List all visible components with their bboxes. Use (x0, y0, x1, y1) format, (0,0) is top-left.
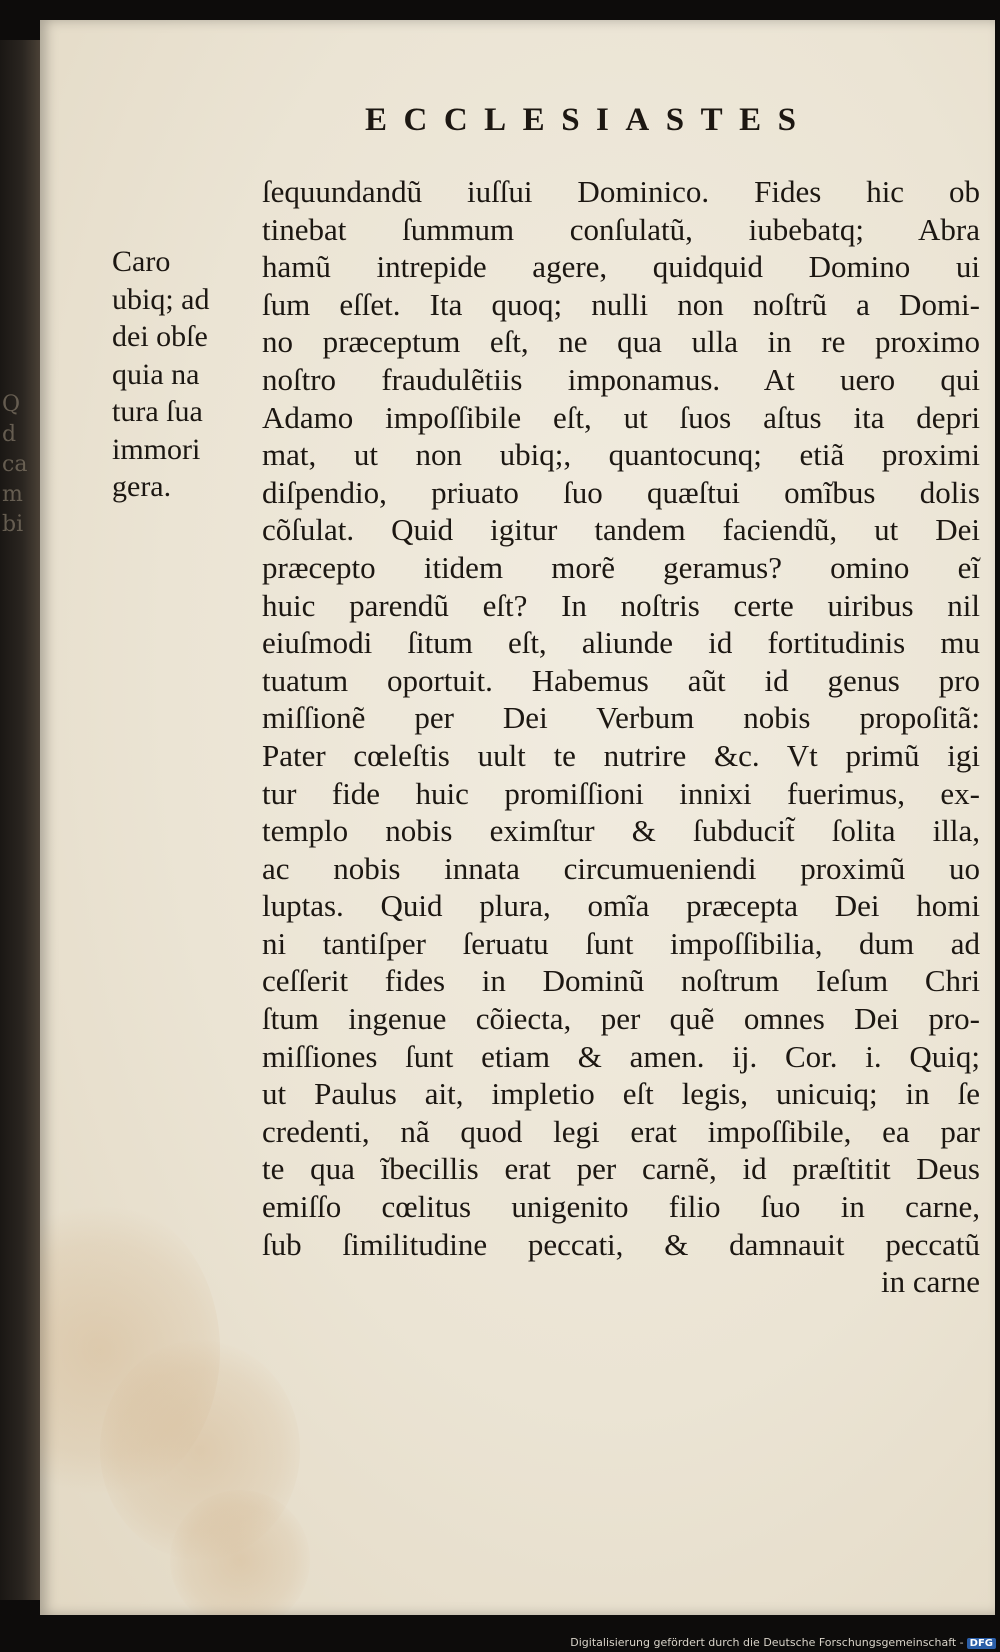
text-line: Pater cœleſtis uult te nutrire &c. Vt primũ igi (262, 737, 980, 773)
text-line: tuatum oportuit. Habemus aũt id genus pro (262, 662, 980, 698)
text-line: ſtum ingenue cõiecta, per quẽ omnes Dei pro- (262, 1001, 980, 1037)
marginal-note-line: quia na (112, 357, 200, 391)
text-line: tinebat ſummum conſulatũ, iubebatq; Abra (262, 211, 980, 247)
text-line: no præceptum eſt, ne qua ulla in re proximo (262, 324, 980, 360)
marginal-note-line: Caro (112, 245, 171, 278)
water-stain (170, 1490, 310, 1615)
text-line: miſſionẽ per Dei Verbum nobis propoſitã: (262, 700, 980, 736)
text-line: noſtro fraudulẽtiis imponamus. At uero qui (262, 361, 980, 397)
marginal-note (112, 243, 262, 506)
digitization-credit (570, 1636, 996, 1649)
text-line: eiuſmodi ſitum eſt, aliunde id fortitudinis mu (262, 625, 980, 661)
adjacent-page-edge (0, 40, 40, 1600)
credit-text: Digitalisierung gefördert durch die Deutsche Forschungsgemeinschaft - (570, 1636, 964, 1649)
marginal-note-line: tura ſua (112, 395, 203, 428)
text-line: te qua ĩbecillis erat per carnẽ, id præſtitit Deus (262, 1151, 980, 1187)
text-line: ſequundandũ iuſſui Dominico. Fides hic ob (262, 174, 980, 209)
marginal-note-line: dei obſe (112, 320, 208, 353)
text-line: huic parendũ eſt? In noſtris certe uiribus nil (262, 587, 980, 623)
text-line: diſpendio, priuato ſuo quæſtui omĩbus dolis (262, 474, 980, 510)
text-line: emiſſo cœlitus unigenito filio ſuo in carne, (262, 1189, 980, 1225)
text-line: mat, ut non ubiq;, quantocunq; etiã proximi (262, 437, 980, 473)
text-line: credenti, nã quod legi erat impoſſibile, ea par (262, 1113, 980, 1149)
book-page (40, 20, 995, 1615)
text-line: ſum eſſet. Ita quoq; nulli non noſtrũ a Domi- (262, 286, 980, 322)
text-line: præcepto itidem morẽ geramus? omino eĩ (262, 549, 980, 585)
text-line: templo nobis eximſtur & ſubducit̃ ſolita illa, (262, 813, 980, 849)
running-head: ECCLESIASTES (365, 102, 813, 138)
marginal-note-line: ubiq; ad (112, 282, 210, 316)
text-line: tur fide huic promiſſioni innixi fuerimus, ex- (262, 775, 980, 811)
text-line: miſſiones ſunt etiam & amen. ij. Cor. i. Quiq; (262, 1038, 980, 1074)
text-line: luptas. Quid plura, omĩa præcepta Dei homi (262, 888, 980, 924)
body-text (262, 173, 980, 1301)
text-line: ni tantiſper ſeruatu ſunt impoſſibilia, dum ad (262, 925, 980, 961)
text-line: hamũ intrepide agere, quidquid Domino ui (262, 249, 980, 285)
marginal-note-line: immori (112, 432, 201, 466)
catchword: in carne (881, 1264, 980, 1300)
text-line: Adamo impoſſibile eſt, ut ſuos aſtus ita depri (262, 399, 980, 435)
facing-page-text-fragment: Q d ca m bi (2, 392, 28, 537)
text-line: ceſſerit fides in Dominũ noſtrum Ieſum Chri (262, 963, 980, 999)
text-line: cõſulat. Quid igitur tandem faciendũ, ut Dei (262, 512, 980, 548)
text-line: ſub ſimilitudine peccati, & damnauit peccatũ (262, 1226, 980, 1262)
marginal-note-line: gera. (112, 470, 172, 503)
text-line: ac nobis innata circumueniendi proximũ uo (262, 850, 980, 886)
dfg-logo: DFG (967, 1638, 996, 1649)
text-line: ut Paulus ait, impletio eſt legis, unicuiq; in ſe (262, 1076, 980, 1112)
